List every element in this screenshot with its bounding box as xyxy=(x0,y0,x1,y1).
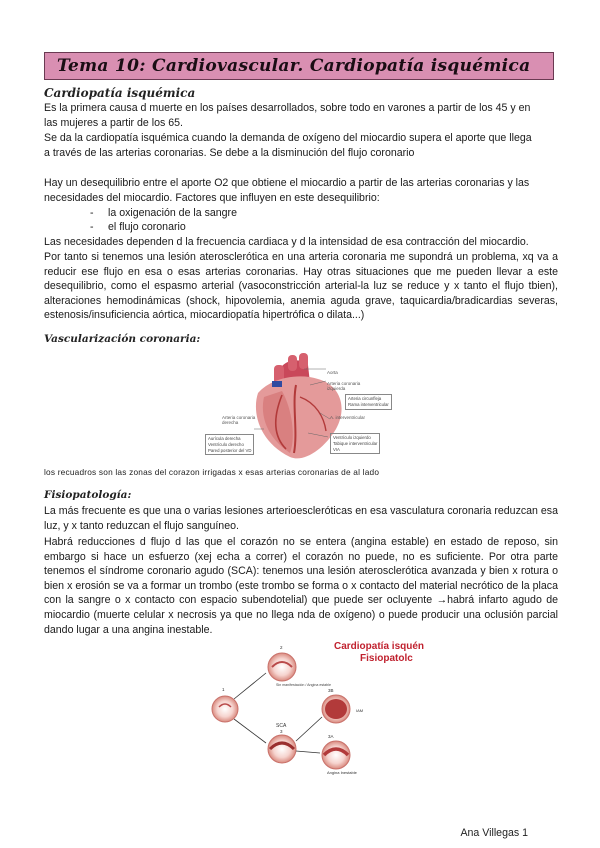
step-label: 3A xyxy=(328,734,334,739)
label-text: Ventrículo izquierdo xyxy=(333,435,371,440)
text-line: necesidades del miocardio. Factores que influyen en este desequilibrio: xyxy=(44,191,380,204)
bullet-item: - la oxigenación de la sangre xyxy=(90,207,237,219)
label-box-right-coronary xyxy=(205,434,254,455)
paragraph-fisio-2: Habrá reducciones d flujo d las que el corazón no se entera (angina estable) en estado de reposo, sin embargo si hace un esfuerzo (xej echa a correr) el corazón no puede, no es suficiente. Por otra parte tenemos el síndrome coronario agudo (SCA): tenemos una lesión aterosclerótica avanzada y bien x rotura o bien x erosión se va a formar un trombo (este trombo se forma o x contacto del material necrótico de la placa con la sangre o x contacto con espacio subendotelial) que puede ser ocluyente →habrá infarto agudo de miocardio (muerte celular x necrosis ya que no llega nda de oxígeno) o puede producir una oclusión parcial dando lugar a una angina inestable. xyxy=(44,536,558,636)
label-text: Pared posterior del VD xyxy=(208,447,252,453)
text-line: a través de las arterias coronarias. Se debe a la disminución del flujo coronario xyxy=(44,146,415,159)
pathophysiology-diagram xyxy=(210,637,430,777)
label-text: Tabique interventricular xyxy=(333,440,378,446)
label-text: Arteria circunfleja xyxy=(348,396,382,401)
vessel xyxy=(299,353,308,369)
vessel-cross-section xyxy=(268,735,296,763)
bullet-text: la oxigenación de la sangre xyxy=(108,207,237,219)
figure-caption: los recuadros son las zonas del corazon irrigadas x esas arterias coronarias de al lado xyxy=(44,467,380,477)
label-box-left-coronary xyxy=(345,394,392,410)
coronary-ostium-marker xyxy=(272,381,282,387)
paragraph-por-tanto: Por tanto si tenemos una lesión aterosclerótica en una arteria coronaria me supondrá un problema, xq va a reducir ese flujo en esa o esas arterias coronarias. Hay otras situaciones que me pueden llevar a este desequilibrio, como el espasmo arterial (vasoconstricción arterial-la luz se reduce y x tanto el flujo tbien), alteraciones hemodinámicas (shock, hipovolemia, anemia aguda grave, taquicardia/bradicardias severas, estenosis/insuficiencia aórtica, miocardiopatía hipertrófica o dilata...) xyxy=(44,251,558,322)
text-line: las mujeres a partir de los 65. xyxy=(44,116,183,129)
label-unstable-angina: Angina Inestable xyxy=(327,770,357,775)
step-label: SCA xyxy=(276,723,287,729)
label-text: Aurícula derecha xyxy=(208,436,241,441)
step-label: 2 xyxy=(280,645,283,650)
page-title: Tema 10: Cardiovascular. Cardiopatía isquémica xyxy=(57,56,531,76)
section-heading-cardiopatia: Cardiopatía isquémica xyxy=(44,86,196,100)
step-label: 3B xyxy=(328,688,334,693)
title-banner xyxy=(44,52,554,80)
intro-paragraph-1 xyxy=(44,101,558,130)
text-line: Se da la cardiopatía isquémica cuando la demanda de oxígeno del miocardio supera el aporte que llega xyxy=(44,132,532,144)
text-line: Hay un desequilibrio entre el aporte O2 que obtiene el miocardio a partir de las arterias coronarias y las xyxy=(44,177,530,189)
step-label: 1 xyxy=(222,687,225,692)
label-box-anterior xyxy=(330,433,380,454)
vessel xyxy=(288,355,297,371)
intro-paragraph-3 xyxy=(44,176,558,205)
label-text: VIA xyxy=(333,446,340,452)
arrow xyxy=(296,717,322,741)
coronary-artery xyxy=(294,385,296,453)
text-line: Es la primera causa d muerte en los países desarrollados, sobre todo en varones a partir de los 45 y en xyxy=(44,102,531,114)
diagram-title-1: Cardiopatía isquén xyxy=(334,641,425,652)
arrow xyxy=(234,719,266,743)
paragraph-fisio-1: La más frecuente es que una o varias lesiones arterioescleróticas en esa vasculatura coronaria reduzcan esa luz, y x tanto reduzcan el flujo sanguíneo. xyxy=(44,505,558,532)
section-heading-vascularizacion: Vascularización coronaria: xyxy=(44,333,201,345)
label-iam: IAM xyxy=(356,708,364,713)
label-text: Ventrículo derecho xyxy=(208,441,244,447)
page-footer: Ana Villegas 1 xyxy=(460,827,528,839)
step-label: 3 xyxy=(280,729,283,734)
label-aorta: Aorta xyxy=(327,370,338,375)
arrow xyxy=(234,673,266,699)
intro-paragraph-2 xyxy=(44,131,558,160)
label-stable-angina: Sin manifestación / Angina estable xyxy=(276,683,331,687)
label-text: Rama interventricular xyxy=(348,401,389,407)
bullet-item: - el flujo coronario xyxy=(90,221,186,233)
section-heading-fisiopatologia: Fisiopatología: xyxy=(44,489,132,501)
occlusive-thrombus xyxy=(325,699,347,719)
label-left-coronary: Arteria coronaria izquierda xyxy=(327,381,361,392)
diagram-title-2: Fisiopatolc xyxy=(360,653,413,664)
bullet-text: el flujo coronario xyxy=(108,221,186,233)
label-right-coronary: Arteria coronaria derecha xyxy=(222,415,256,426)
arrow xyxy=(296,751,320,753)
vessel-cross-section xyxy=(212,696,238,722)
label-interventricular: A. interventricular xyxy=(330,415,366,420)
paragraph-necesidades: Las necesidades dependen d la frecuencia cardiaca y d la intensidad de esa contracción del miocardio. xyxy=(44,236,529,248)
